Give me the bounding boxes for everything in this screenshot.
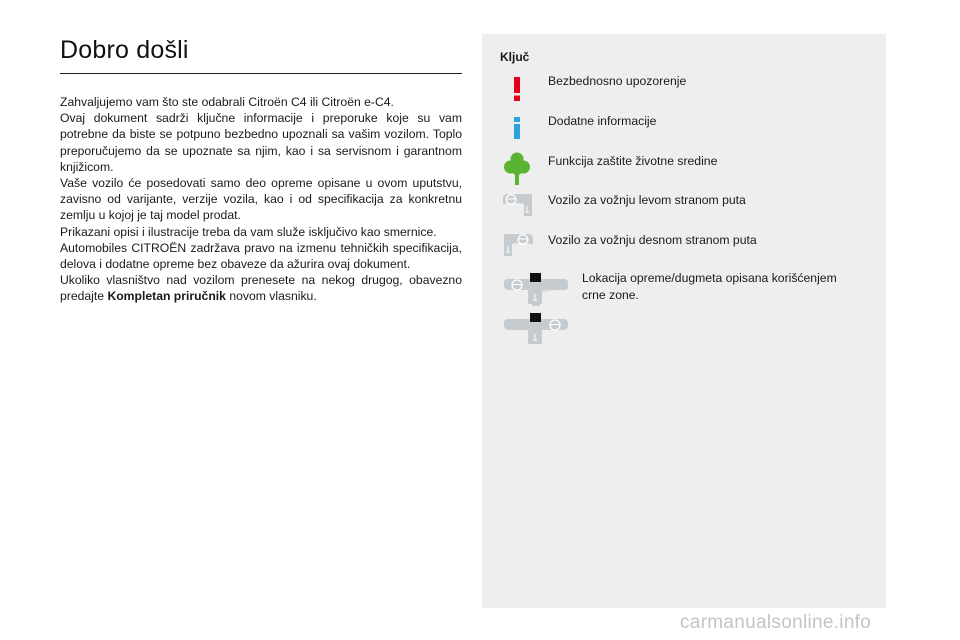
ownership-text-start: Ukoliko vlasništvo nad vozilom prenesete na nekog drugog, obavezno predajte: [60, 273, 462, 304]
paragraph-thanks: Zahvaljujemo vam što ste odabrali Citroën C4 ili Citroën e-C4.: [60, 95, 394, 109]
ownership-text-end: novom vlasniku.: [225, 289, 317, 304]
welcome-section: [60, 36, 462, 305]
key-panel: [482, 34, 886, 608]
right-hand-drive-icon: [502, 232, 534, 258]
key-item-label: Funkcija zaštite životne sredine: [548, 154, 718, 168]
page-title: Dobro došli: [60, 36, 189, 64]
key-item-label: Dodatne informacije: [548, 114, 657, 128]
paragraph-guidelines: Prikazani opisi i ilustracije treba da vam služe isključivo kao smernice.: [60, 224, 437, 239]
paragraph-rights: Automobiles CITROËN zadržava pravo na izmenu tehničkih specifikacija, delova i dodatne opreme bez obaveze da ažurira ovaj dokument.: [60, 240, 462, 272]
black-zone-icon: [502, 272, 570, 346]
complete-manual-bold: Kompletan priručnik: [107, 289, 226, 304]
tree-icon: [504, 152, 530, 186]
title-divider: [60, 73, 462, 74]
key-item-label: Vozilo za vožnju desnom stranom puta: [548, 233, 757, 247]
key-item-label: Lokacija opreme/dugmeta opisana korišćenjem crne zone.: [582, 271, 837, 302]
info-icon: [510, 116, 524, 140]
paragraph-document-info: Ovaj dokument sadrži ključne informacije i preporuke koje su vam potrebne da biste se potpuno bezbedno upoznali sa vašim vozilom. Toplo preporučujemo da se upoznate sa njim, kao i sa servisnom i garantnom knjižicom.: [60, 111, 462, 174]
key-item-label: Bezbednosno upozorenje: [548, 74, 687, 88]
paragraph-equipment: Vaše vozilo će posedovati samo deo opreme opisane u ovom uputstvu, zavisno od varijante, verzije vozila, kao i od specifikacija za konkretnu zemlju u kojoj je taj model prodat.: [60, 176, 462, 223]
key-title: Ključ: [500, 50, 530, 64]
paragraph-ownership: [60, 272, 462, 304]
welcome-body: [60, 94, 462, 305]
watermark: carmanualsonline.info: [680, 612, 872, 633]
key-item-label: Vozilo za vožnju levom stranom puta: [548, 193, 746, 207]
exclamation-icon: [510, 76, 524, 102]
left-hand-drive-icon: [502, 192, 534, 218]
